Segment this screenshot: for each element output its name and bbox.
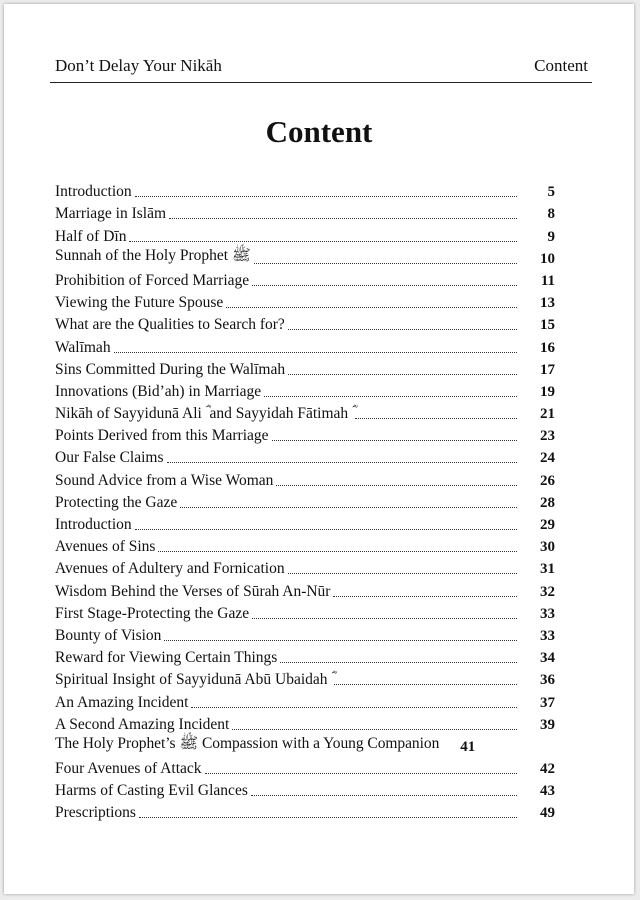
toc-page-number: 10 [540,250,555,267]
toc-entry [55,556,555,578]
toc-entry-title: Walīmah [55,338,111,356]
toc-page-number: 29 [540,517,555,533]
toc-dot-leader [232,729,517,730]
toc-dot-leader [164,640,517,641]
toc-entry-title: Nikāh of Sayyidunā Ali ؓ and Sayyidah Fātimah ؓ [55,405,353,423]
toc-entry-title: Our False Claims [55,449,164,467]
toc-dot-leader [280,662,517,663]
toc-entry [55,201,555,223]
toc-dot-leader [334,684,517,685]
toc-entry-title: Sins Committed During the Walīmah [55,360,286,378]
toc-entry-title: Four Avenues of Attack [55,760,202,778]
toc-entry-title: Prescriptions [55,804,136,822]
toc-entry [55,334,555,356]
toc-entry [55,800,555,822]
toc-page-number: 41 [460,738,476,755]
toc-entry-title: Wisdom Behind the Verses of Sūrah An-Nūr [55,582,331,600]
toc-entry-title: The Holy Prophet’s ﷺ Compassion with a Young Companion [55,734,440,752]
toc-dot-leader [191,707,517,708]
document-page [4,4,634,894]
toc-dot-leader [333,596,517,597]
toc-entry-title: A Second Amazing Incident [55,715,230,733]
toc-page-number: 17 [540,361,555,378]
toc-page-number: 31 [540,561,555,578]
toc-page-number: 43 [540,783,555,800]
toc-entry [55,490,555,512]
toc-entry [55,357,555,379]
toc-entry [55,379,555,401]
toc-entry [55,246,555,268]
toc-entry [55,778,555,800]
toc-entry [55,290,555,312]
toc-page-number: 9 [547,228,555,245]
toc-dot-leader [272,440,517,441]
toc-entry [55,401,555,423]
toc-entry [55,223,555,245]
toc-dot-leader [355,418,517,419]
toc-entry [55,734,555,756]
toc-dot-leader [169,218,517,219]
toc-page-number: 34 [540,650,555,667]
toc-dot-leader [139,817,517,818]
toc-page-number: 24 [540,450,555,467]
toc-dot-leader [205,773,517,774]
toc-entry [55,689,555,711]
toc-entry-title: Innovations (Bid’ah) in Marriage [55,382,262,400]
toc-entry [55,601,555,623]
toc-entry-title: What are the Qualities to Search for? [55,316,285,334]
toc-entry-title: Sunnah of the Holy Prophet ﷺ [55,246,251,264]
toc-entry-title: Spiritual Insight of Sayyidunā Abū Ubaidah ؓ [55,671,332,689]
toc-entry [55,467,555,489]
toc-dot-leader [288,573,517,574]
toc-page-number: 37 [540,694,555,711]
toc-dot-leader [158,551,517,552]
toc-entry-title: Viewing the Future Spouse [55,294,224,312]
toc-entry-title: Sound Advice from a Wise Woman [55,471,274,489]
toc-dot-leader [288,329,517,330]
toc-entry-title: Avenues of Adultery and Fornication [55,560,285,578]
toc-entry [55,645,555,667]
toc-entry-title: First Stage-Protecting the Gaze [55,604,250,622]
toc-dot-leader [129,241,517,242]
toc-page-number: 21 [540,406,555,423]
toc-page-number: 5 [547,184,555,201]
toc-page-number: 26 [540,472,555,489]
toc-dot-leader [167,462,518,463]
toc-page-number: 36 [540,672,555,689]
toc-page-number: 39 [540,716,555,733]
toc-entry-title: Bounty of Vision [55,626,162,644]
toc-entry [55,578,555,600]
toc-entry [55,623,555,645]
toc-entry [55,423,555,445]
toc-page-number: 49 [540,805,555,822]
toc-entry [55,512,555,534]
toc-entry [55,445,555,467]
toc-page-number: 42 [540,761,555,778]
toc-page-number: 15 [540,317,555,334]
toc-entry [55,534,555,556]
toc-page-number: 11 [540,272,555,289]
toc-dot-leader [114,352,517,353]
toc-page-number: 33 [540,605,555,622]
toc-entry-title: Avenues of Sins [55,538,156,556]
toc-entry-title: Protecting the Gaze [55,493,178,511]
toc-page-number: 28 [540,494,555,511]
toc-page-number: 8 [547,206,555,223]
page-title: Content [265,114,373,149]
toc-entry [55,712,555,734]
toc-entry-title: Introduction [55,183,132,201]
header-book-title: Don’t Delay Your Nikāh [55,56,222,75]
toc-dot-leader [254,263,517,264]
toc-dot-leader [252,285,517,286]
toc-entry-title: Reward for Viewing Certain Things [55,649,278,667]
toc-entry-title: Points Derived from this Marriage [55,427,269,445]
toc-entry [55,268,555,290]
toc-page-number: 23 [540,428,555,445]
toc-page-number: 19 [540,383,555,400]
table-of-contents [55,179,555,822]
header-section-title: Content [534,56,588,75]
toc-page-number: 16 [540,339,555,356]
toc-dot-leader [226,307,517,308]
toc-dot-leader [264,396,517,397]
toc-page-number: 33 [540,627,555,644]
toc-dot-leader [276,485,517,486]
toc-entry-title: An Amazing Incident [55,693,189,711]
toc-page-number: 30 [540,539,555,556]
toc-dot-leader [252,618,517,619]
toc-dot-leader [251,795,517,796]
toc-entry [55,179,555,201]
toc-entry-title: Half of Dīn [55,227,127,245]
toc-dot-leader [288,374,517,375]
toc-dot-leader [180,507,517,508]
toc-entry [55,756,555,778]
toc-entry-title: Introduction [55,516,132,533]
toc-entry-title: Harms of Casting Evil Glances [55,782,248,800]
toc-entry-title: Prohibition of Forced Marriage [55,271,250,289]
toc-dot-leader [135,529,517,530]
toc-dot-leader [135,196,517,197]
toc-entry [55,667,555,689]
running-header [50,50,592,83]
toc-page-number: 32 [540,583,555,600]
toc-entry-title: Marriage in Islām [55,205,167,223]
toc-entry [55,312,555,334]
toc-page-number: 13 [540,295,555,312]
